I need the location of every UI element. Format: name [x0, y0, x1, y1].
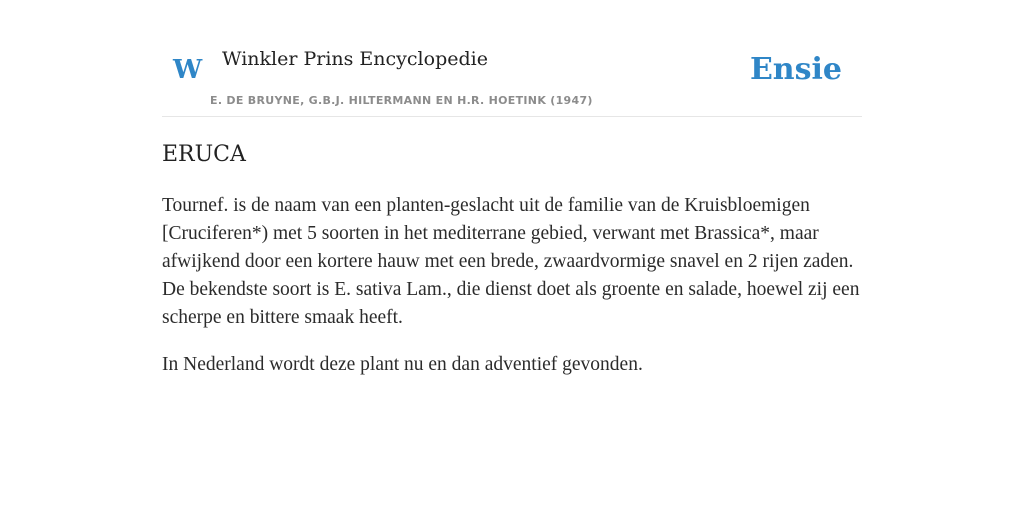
article-headword: ERUCA	[162, 142, 246, 167]
source-logo[interactable]: W	[173, 55, 203, 85]
brand-logo[interactable]: Ensie	[749, 52, 842, 87]
source-title[interactable]: Winkler Prins Encyclopedie	[222, 48, 488, 70]
article-paragraph: In Nederland wordt deze plant nu en dan adventief gevonden.	[162, 354, 643, 375]
source-header	[162, 0, 862, 117]
article-paragraph: Tournef. is de naam van een planten-geslacht uit de familie van de Kruisbloemigen [Cruciferen*) met 5 soorten in het mediterrane gebied, verwant met Brassica*, maar afwijkend door een kortere hauw met een brede, zwaardvormige snavel en 2 rijen zaden. De bekendste soort is E. sativa Lam., die dienst doet als groente en salade, hoewel zij een scherpe en bittere smaak heeft.	[162, 195, 860, 328]
article-body	[162, 192, 862, 398]
page-container	[162, 0, 862, 512]
source-authors: E. DE BRUYNE, G.B.J. HILTERMANN EN H.R. HOETINK (1947)	[210, 94, 593, 107]
